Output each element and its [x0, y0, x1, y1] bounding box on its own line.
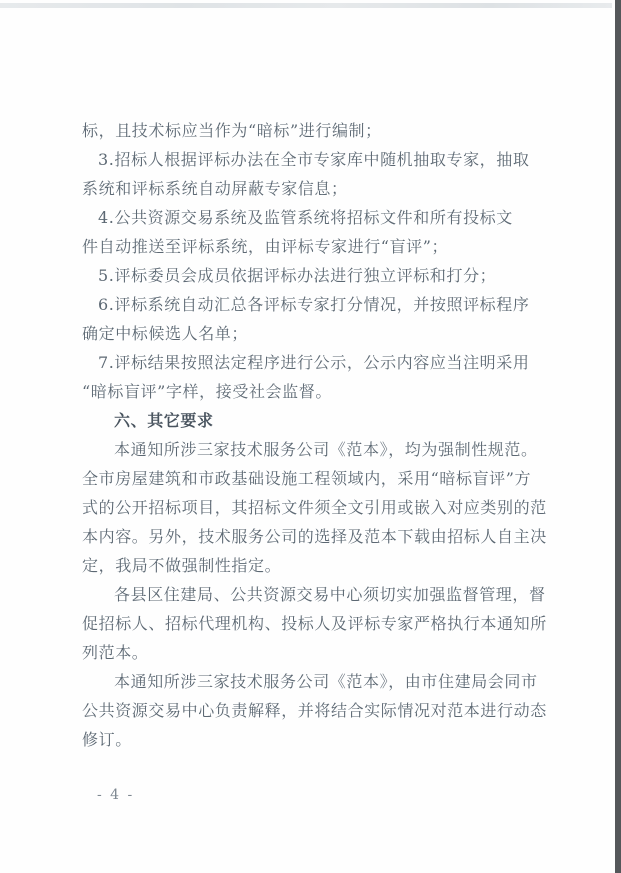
scan-edge-top — [0, 3, 612, 8]
document-line-numbered-item-6: 6.评标系统自动汇总各评标专家打分情况，并按照评标程序 — [98, 295, 530, 314]
document-line-numbered-item-3: 3.招标人根据评标办法在全市专家库中随机抽取专家，抽取 — [98, 150, 530, 169]
document-line: 本内容。另外，技术服务公司的选择及范本下载由招标人自主决 — [82, 527, 547, 546]
document-text-block — [82, 116, 556, 754]
document-line: 系统和评标系统自动屏蔽专家信息； — [82, 179, 348, 198]
document-line: “暗标盲评”字样，接受社会监督。 — [82, 382, 332, 401]
scan-edge-right — [615, 0, 621, 873]
document-line: 全市房屋建筑和市政基础设施工程领域内，采用“暗标盲评”方 — [82, 469, 532, 488]
document-line-paragraph-start: 各县区住建局、公共资源交易中心须切实加强监督管理，督 — [114, 585, 546, 604]
page-number: - 4 - — [97, 787, 135, 803]
section-heading: 六、其它要求 — [114, 411, 214, 430]
document-line: 确定中标候选人名单； — [82, 324, 249, 343]
document-line: 公共资源交易中心负责解释，并将结合实际情况对范本进行动态 — [82, 701, 547, 720]
document-line: 式的公开招标项目，其招标文件须全文引用或嵌入对应类别的范 — [82, 498, 547, 517]
document-line-numbered-item-4: 4.公共资源交易系统及监管系统将招标文件和所有投标文 — [98, 208, 513, 227]
document-line: 促招标人、招标代理机构、投标人及评标专家严格执行本通知所 — [82, 614, 547, 633]
document-line: 件自动推送至评标系统，由评标专家进行“盲评”； — [82, 237, 449, 256]
document-line: 列范本。 — [82, 643, 149, 662]
document-line-numbered-item-5: 5.评标委员会成员依据评标办法进行独立评标和打分； — [98, 266, 497, 285]
document-line-paragraph-start: 本通知所涉三家技术服务公司《范本》，均为强制性规范。 — [114, 440, 538, 459]
document-line-paragraph-start: 本通知所涉三家技术服务公司《范本》，由市住建局会同市 — [114, 672, 538, 691]
document-line-numbered-item-7: 7.评标结果按照法定程序进行公示，公示内容应当注明采用 — [98, 353, 530, 372]
document-line: 定，我局不做强制性指定。 — [82, 556, 282, 575]
document-line: 标，且技术标应当作为“暗标”进行编制； — [82, 121, 382, 140]
document-line: 修订。 — [82, 730, 132, 749]
